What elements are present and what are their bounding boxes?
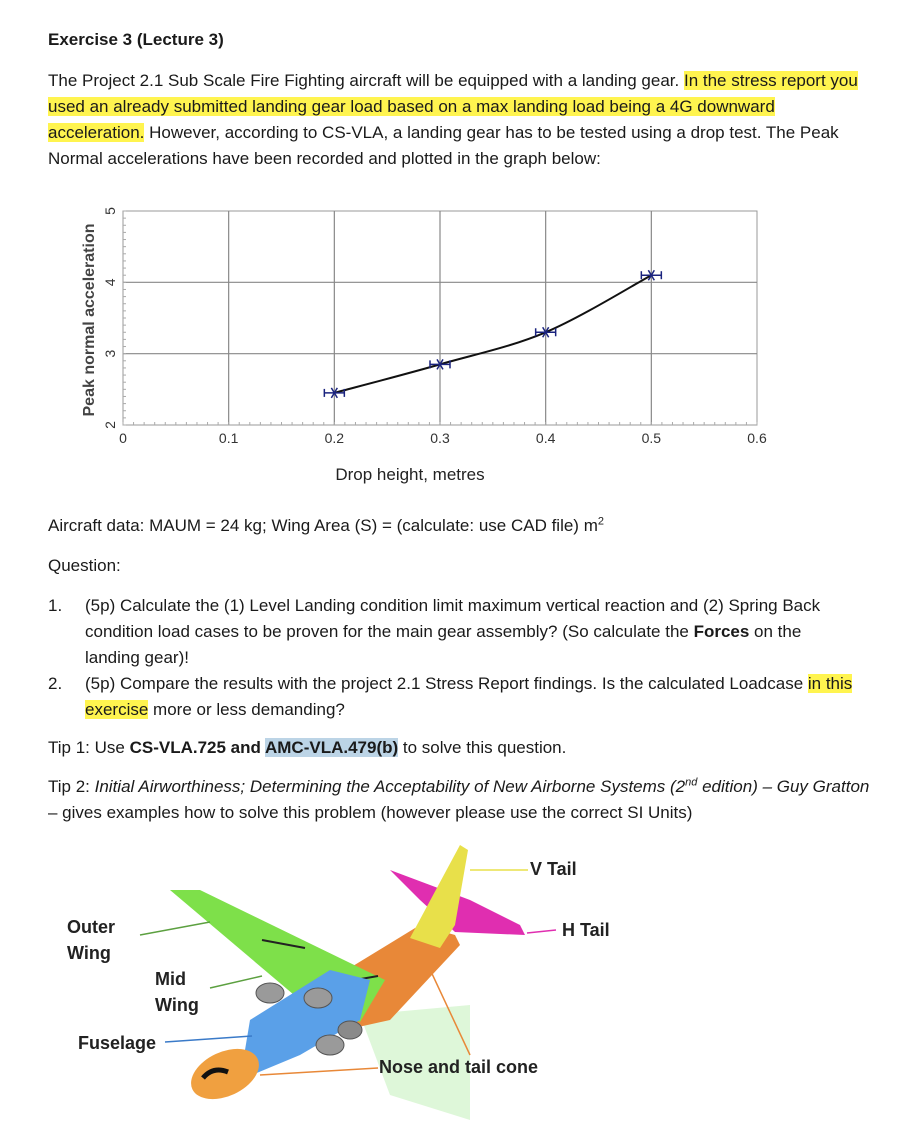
nose-leader (260, 1068, 378, 1075)
exercise-title: Exercise 3 (Lecture 3) (48, 30, 224, 49)
engine-4 (338, 1021, 362, 1039)
mid-wing-label: Mid Wing (155, 969, 199, 1015)
nose-tail-cone-label: Nose and tail cone (379, 1057, 539, 1077)
outer-wing-leader (140, 922, 210, 935)
intro-text-1: The Project 2.1 Sub Scale Fire Fighting aircraft will be equipped with a landing gear. (48, 71, 684, 90)
q2-text-after: more or less demanding? (148, 700, 345, 719)
tip1-bold-highlight: AMC-VLA.479(b) (264, 738, 399, 757)
q1-text-after: on the landing gear)! (85, 622, 802, 667)
intro-text-2: However, according to CS-VLA, a landing gear has to be tested using a drop test. The Peak Normal accelerations have been recorded and plotted in the graph below: (48, 123, 839, 168)
question-1-text (85, 593, 855, 671)
x-tick-label: 0.3 (430, 430, 450, 446)
drop-test-chart (60, 195, 767, 495)
x-tick-label: 0.1 (218, 430, 239, 446)
mid-wing-leader (210, 976, 262, 988)
aircraft-data-text: Aircraft data: MAUM = 24 kg; Wing Area (S) = (calculate: use CAD file) m (48, 516, 598, 535)
q2-text-before: (5p) Compare the results with the project 2.1 Stress Report findings. Is the calculated Loadcase (85, 674, 808, 693)
engine-3 (316, 1035, 344, 1055)
x-tick-label: 0 (119, 430, 127, 446)
question-1-number: 1. (48, 596, 63, 615)
tip2-prefix: Tip 2: (48, 777, 95, 796)
intro-paragraph (48, 68, 868, 172)
aircraft-data-sup: 2 (597, 515, 604, 528)
x-axis-label: Drop height, metres (335, 465, 485, 484)
series-markers (324, 270, 661, 398)
y-tick-labels (102, 207, 118, 429)
q1-text-before: (5p) Calculate the (1) Level Landing condition limit maximum vertical reaction and (2) Spring Back condition load cases to be proven for the main gear assembly? (So calculate the (85, 596, 821, 641)
series-line (334, 275, 651, 393)
intro-highlight: In the stress report you used an already submitted landing gear load based on a max landing load being a 4G downward acceleration. (48, 71, 858, 142)
x-tick-label: 0.5 (641, 430, 662, 446)
tip2-sup: nd (685, 776, 698, 789)
tip1-suffix: to solve this question. (398, 738, 567, 757)
x-tick-label: 0.2 (324, 430, 345, 446)
y-axis-label: Peak normal acceleration (81, 223, 98, 417)
engine-2 (304, 988, 332, 1008)
tip2-suffix: – gives examples how to solve this problem (however please use the correct SI Units) (48, 803, 693, 822)
engine-1 (256, 983, 284, 1003)
fuselage-leader (165, 1036, 252, 1042)
tip2-italic-2: edition) – Guy Gratton (697, 777, 870, 796)
x-tick-label: 0.4 (535, 430, 556, 446)
v-tail-label: V Tail (530, 859, 577, 879)
tip1-prefix: Tip 1: Use (48, 738, 130, 757)
x-tick-labels (119, 430, 767, 446)
tip-2 (48, 774, 878, 826)
h-tail-label: H Tail (562, 920, 610, 940)
tip-1 (48, 735, 566, 761)
h-tail-leader (527, 930, 556, 933)
q2-highlight: in this exercise (85, 674, 853, 719)
aircraft-diagram (0, 830, 908, 1130)
chart-grid (123, 211, 757, 425)
question-2-number: 2. (48, 674, 63, 693)
y-tick-label: 3 (102, 349, 118, 358)
x-tick-label: 0.6 (747, 430, 767, 446)
outer-wing-label: Outer Wing (67, 917, 116, 963)
question-heading: Question: (48, 556, 121, 575)
tip2-italic-1: Initial Airworthiness; Determining the Acceptability of New Airborne Systems (2 (94, 777, 686, 796)
question-2-text (85, 671, 855, 723)
q1-bold: Forces (693, 622, 750, 641)
y-tick-label: 4 (102, 278, 118, 287)
fuselage-label: Fuselage (78, 1033, 157, 1053)
aircraft-data (48, 513, 604, 539)
y-tick-label: 2 (102, 421, 118, 429)
tip1-bold: CS-VLA.725 and (129, 738, 265, 757)
y-tick-label: 5 (102, 207, 118, 215)
